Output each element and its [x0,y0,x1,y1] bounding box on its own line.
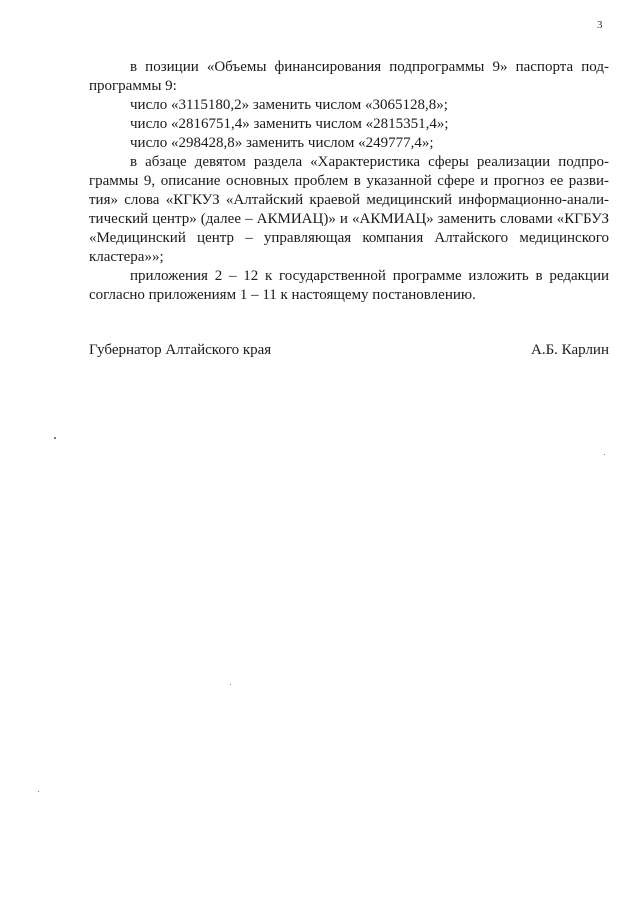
paragraph: приложения 2 – 12 к государственной программе изложить в редакции согласно приложениям 1 – 11 к настоящему постановлению. [89,268,609,303]
scan-speck [604,454,605,455]
paragraph: число «2816751,4» заменить числом «2815351,4»; [130,116,449,132]
paragraph: число «3115180,2» заменить числом «3065128,8»; [130,97,448,113]
scan-speck [38,791,39,792]
paragraph: число «298428,8» заменить числом «249777,4»; [130,135,434,151]
page-number: 3 [597,19,603,31]
signatory-name: А.Б. Карлин [530,342,609,358]
scan-speck [54,437,56,439]
document-body [89,58,609,305]
signatory-position: Губернатор Алтайского края [89,342,272,358]
paragraph: в абзаце девятом раздела «Характеристика сферы реализации подпрограммы 9, описание основных проблем в указанной сфере и прогноз ее развития» слова «КГКУЗ «Алтайский краевой медицинский информационно-аналитический центр» (далее – АКМИАЦ)» и «АКМИАЦ» заменить словами «КГБУЗ «Медицинский центр – управляющая компания Алтайского медицинского кластера»»; [89,154,609,265]
signature-block [89,341,609,360]
scan-speck [230,684,231,685]
paragraph: в позиции «Объемы финансирования подпрограммы 9» паспорта подпрограммы 9: [89,59,609,94]
